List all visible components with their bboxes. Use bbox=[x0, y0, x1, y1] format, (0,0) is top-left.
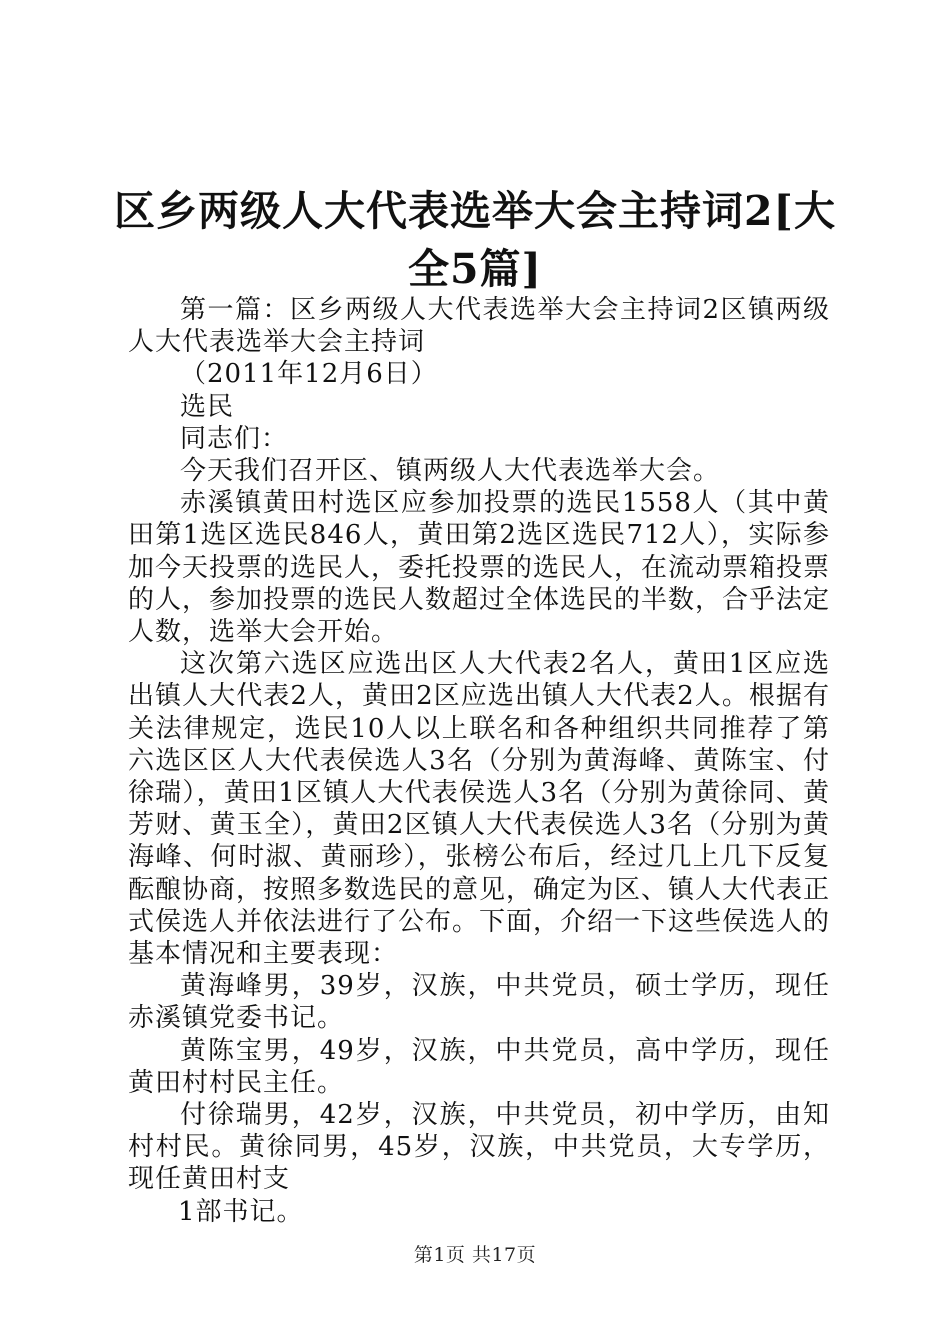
paragraph-candidate-fu-xurui: 付徐瑞男，42岁，汉族，中共党员，初中学历，由知村村民。黄徐同男，45岁，汉族，中共党员，大专学历，现任黄田村支 bbox=[128, 1100, 830, 1195]
page-number-footer: 第1页 共17页 bbox=[413, 1244, 537, 1266]
paragraph-comrades: 同志们： bbox=[180, 423, 289, 454]
paragraph-candidate-huang-haifeng: 黄海峰男，39岁，汉族，中共党员，硕士学历，现任赤溪镇党委书记。 bbox=[128, 971, 830, 1034]
paragraph-candidate-huang-chenbao: 黄陈宝男，49岁，汉族，中共党员，高中学历，现任黄田村村民主任。 bbox=[128, 1035, 830, 1098]
paragraph-opening: 今天我们召开区、镇两级人大代表选举大会。 bbox=[180, 456, 721, 487]
paragraph-date: （2011年12月6日） bbox=[180, 359, 438, 390]
paragraph-attendance: 赤溪镇黄田村选区应参加投票的选民1558人（其中黄田第1选区选民846人，黄田第2选区选民712人），实际参加今天投票的选民人，委托投票的选民人，在流动票箱投票的人，参加投票的选民人数超过全体选民的半数，合乎法定人数，选举大会开始。 bbox=[128, 488, 831, 648]
document-title: 区乡两级人大代表选举大会主持词2[大全5篇] bbox=[114, 187, 836, 293]
document-body bbox=[128, 294, 830, 1228]
paragraph-first-section: 第一篇：区乡两级人大代表选举大会主持词2区镇两级人大代表选举大会主持词 bbox=[128, 295, 830, 358]
paragraph-continuation: 1部书记。 bbox=[178, 1196, 304, 1227]
paragraph-voters: 选民 bbox=[180, 391, 235, 422]
paragraph-candidates: 这次第六选区应选出区人大代表2名人，黄田1区应选出镇人大代表2人，黄田2区应选出镇人大代表2人。根据有关法律规定，选民10人以上联名和各种组织共同推荐了第六选区区人大代表侯选人3名（分别为黄海峰、黄陈宝、付徐瑞），黄田1区镇人大代表侯选人3名（分别为黄徐同、黄芳财、黄玉全），黄田2区镇人大代表侯选人3名（分别为黄海峰、何时淑、黄丽珍），张榜公布后，经过几上几下反复酝酿协商，按照多数选民的意见，确定为区、镇人大代表正式侯选人并依法进行了公布。下面，介绍一下这些侯选人的基本情况和主要表现： bbox=[128, 649, 831, 970]
